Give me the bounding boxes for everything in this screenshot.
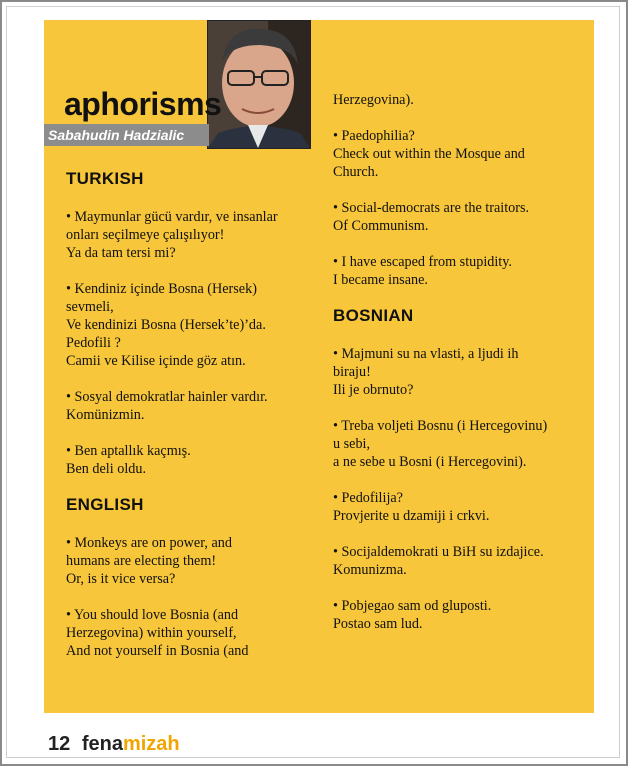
text-line: Of Communism. <box>333 218 429 234</box>
magazine-logo-part1: fena <box>81 733 123 755</box>
turkish-heading: TURKISH <box>66 169 144 188</box>
turkish-aphorism <box>66 280 306 370</box>
english-aphorism <box>333 199 583 235</box>
text-line: • Monkeys are on power, and <box>66 535 232 551</box>
text-line: Ya da tam tersi mi? <box>66 245 176 261</box>
text-line: Or, is it vice versa? <box>66 571 176 587</box>
text-line: • Sosyal demokratlar hainler vardır. <box>66 389 268 405</box>
bosnian-heading: BOSNIAN <box>333 306 414 325</box>
english-aphorism <box>333 253 583 289</box>
turkish-aphorism <box>66 442 306 478</box>
section-title: aphorisms <box>64 86 222 122</box>
text-line: • Kendiniz içinde Bosna (Hersek) <box>66 281 257 297</box>
text-line: Camii ve Kilise içinde göz atın. <box>66 353 246 369</box>
turkish-aphorism <box>66 388 306 424</box>
bosnian-aphorism <box>333 597 583 633</box>
text-line: Provjerite u dzamiji i crkvi. <box>333 508 490 524</box>
text-line: Postao sam lud. <box>333 616 423 632</box>
text-line: • Pobjegao sam od gluposti. <box>333 598 492 614</box>
bosnian-aphorism <box>333 543 583 579</box>
text-line: Church. <box>333 164 379 180</box>
bosnian-aphorism <box>333 345 583 399</box>
text-line: sevmeli, <box>66 299 114 315</box>
magazine-logo-part2: mizah <box>122 733 180 755</box>
turkish-aphorism <box>66 208 306 262</box>
text-line: • Paedophilia? <box>333 128 415 144</box>
text-line: Herzegovina). <box>333 92 414 108</box>
page-number: 12 <box>48 733 71 755</box>
text-line: Herzegovina) within yourself, <box>66 625 237 641</box>
author-photo <box>207 20 311 149</box>
text-line: onları seçilmeye çalışılıyor! <box>66 227 225 243</box>
text-line: Komunizma. <box>333 562 407 578</box>
text-line: • Maymunlar gücü vardır, ve insanlar <box>66 209 278 225</box>
text-line: Check out within the Mosque and <box>333 146 525 162</box>
text-line: • Ben aptallık kaçmış. <box>66 443 191 459</box>
text-line: Ve kendinizi Bosna (Hersek’te)’da. <box>66 317 266 333</box>
text-line: Ili je obrnuto? <box>333 382 414 398</box>
text-line: And not yourself in Bosnia (and <box>66 643 249 659</box>
english-aphorism <box>66 606 306 660</box>
text-line: Komünizmin. <box>66 407 145 423</box>
text-line: • Treba voljeti Bosnu (i Hercegovinu) <box>333 418 548 434</box>
page-footer <box>48 733 180 756</box>
text-line: biraju! <box>333 364 371 380</box>
bosnian-aphorism <box>333 417 583 471</box>
right-column <box>333 91 583 633</box>
text-line: Pedofili ? <box>66 335 121 351</box>
english-aphorism <box>333 127 583 181</box>
text-line: u sebi, <box>333 436 371 452</box>
english-aphorism <box>66 534 306 588</box>
bosnian-aphorism <box>333 489 583 525</box>
english-heading: ENGLISH <box>66 495 144 514</box>
text-line: I became insane. <box>333 272 428 288</box>
text-line: • You should love Bosnia (and <box>66 607 239 623</box>
text-line: humans are electing them! <box>66 553 217 569</box>
text-line: • Pedofilija? <box>333 490 403 506</box>
text-line: Ben deli oldu. <box>66 461 146 477</box>
text-line: a ne sebe u Bosni (i Hercegovini). <box>333 454 527 470</box>
text-line: • Social-democrats are the traitors. <box>333 200 530 216</box>
text-line: • Socijaldemokrati u BiH su izdajice. <box>333 544 544 560</box>
left-column <box>66 170 306 660</box>
author-name: Sabahudin Hadzialic <box>44 124 209 146</box>
text-line: • Majmuni su na vlasti, a ljudi ih <box>333 346 519 362</box>
text-line: • I have escaped from stupidity. <box>333 254 512 270</box>
english-aphorism-continued <box>333 91 583 109</box>
